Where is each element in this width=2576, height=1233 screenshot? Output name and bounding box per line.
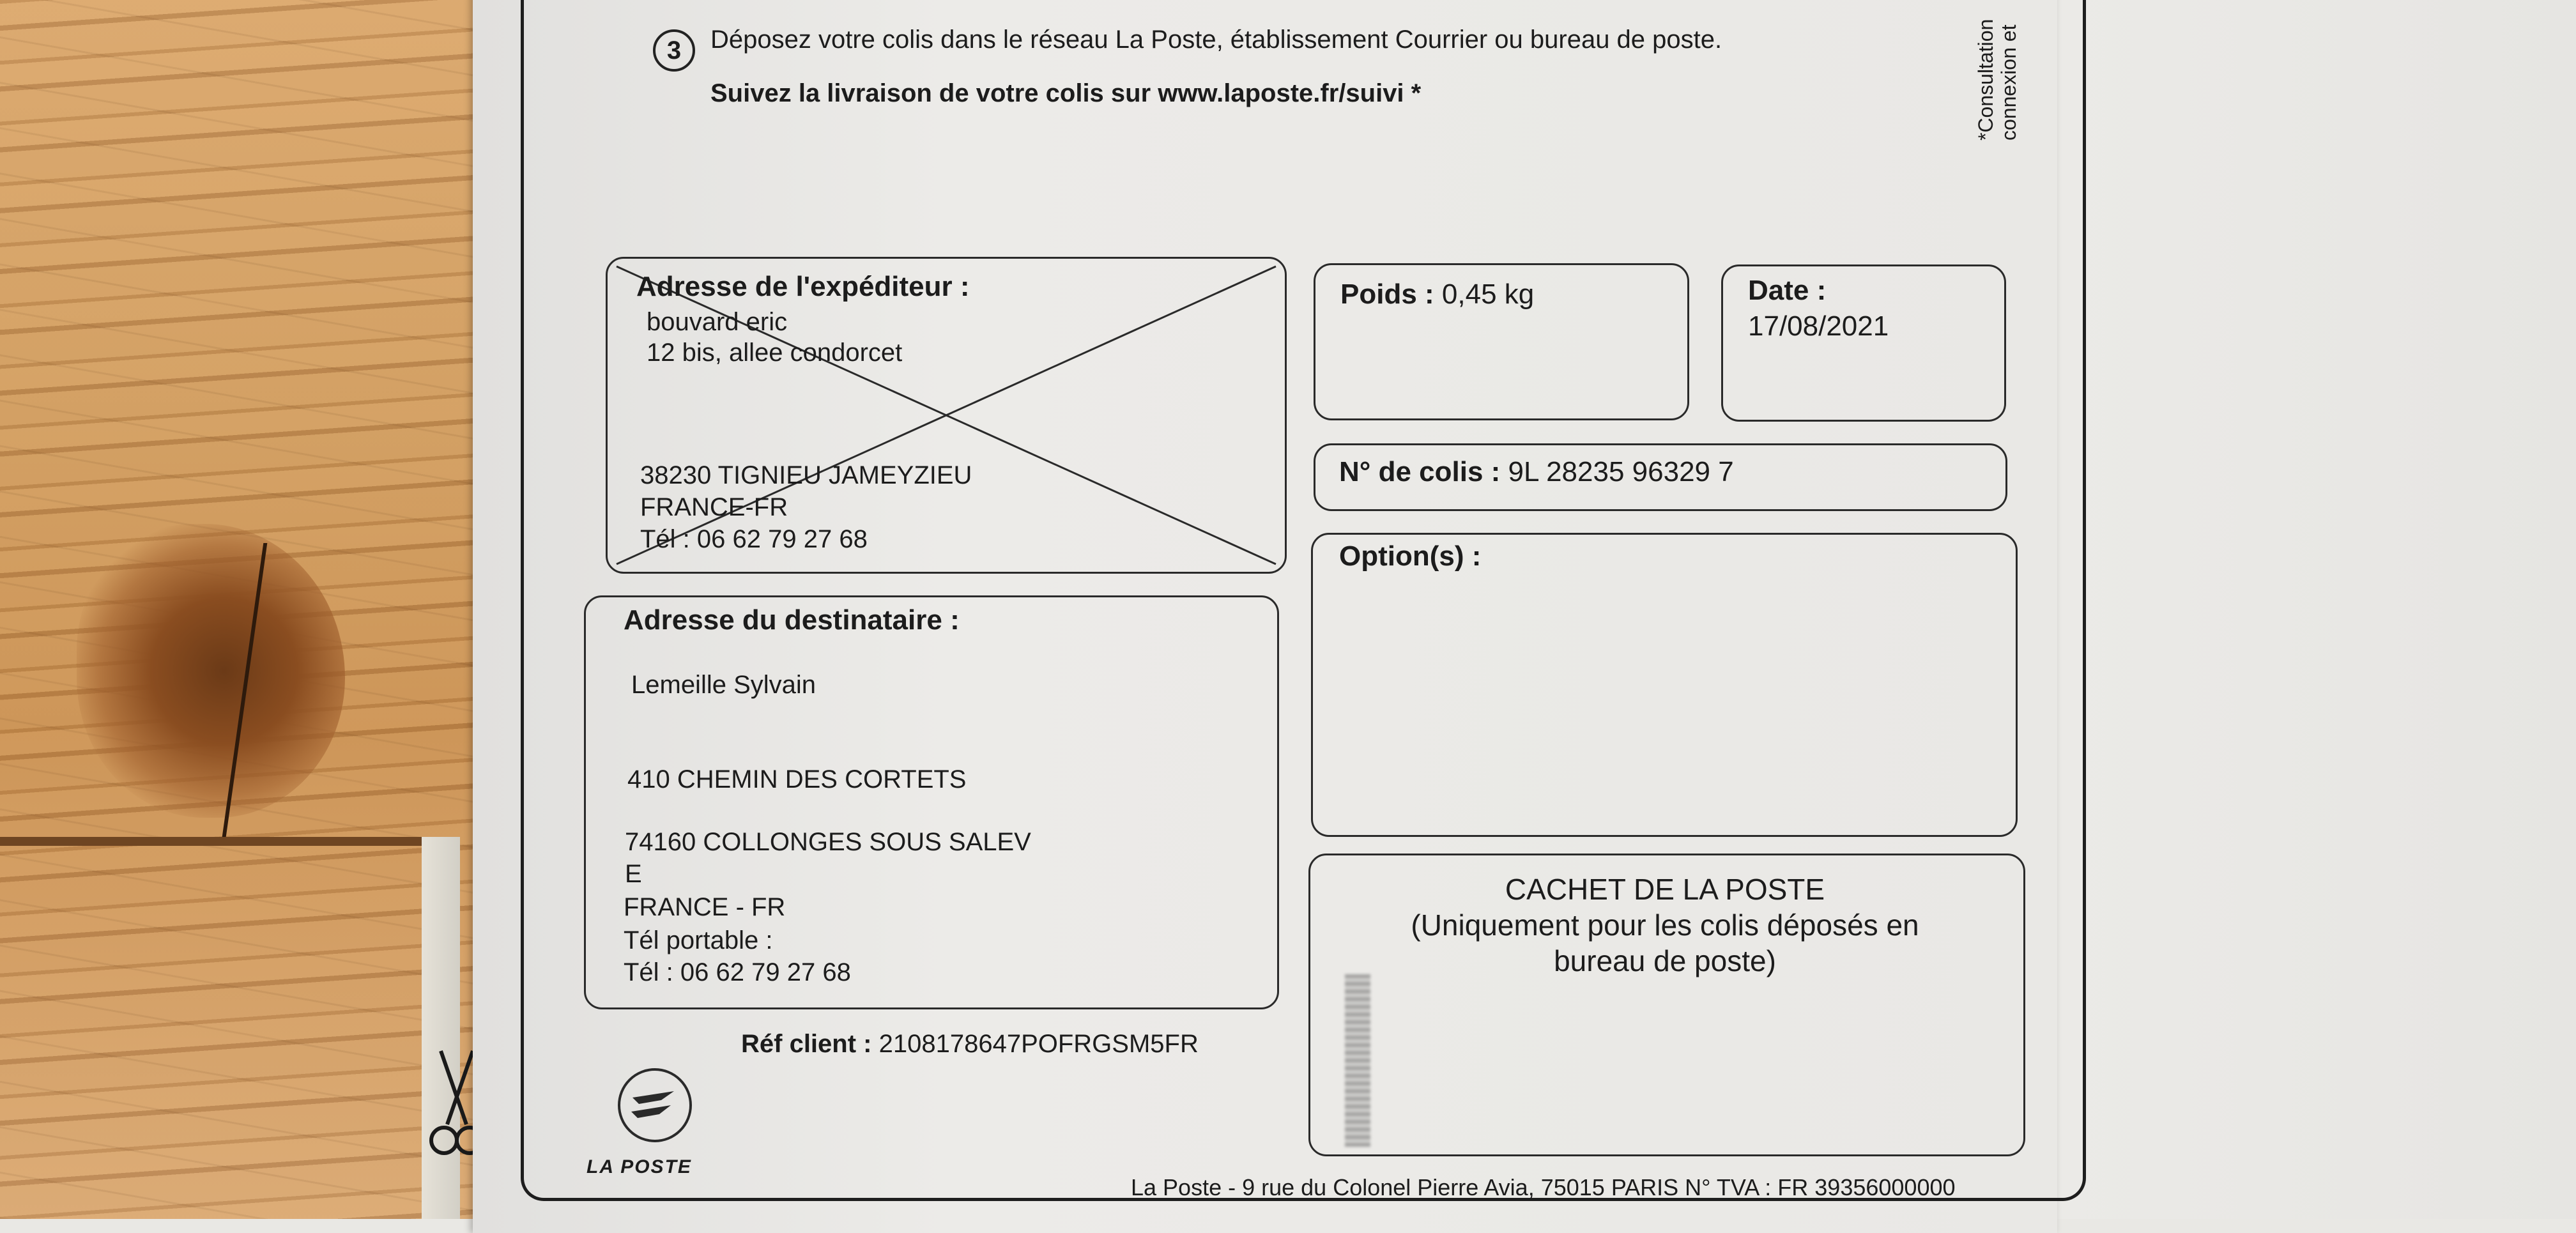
recipient-street: 410 CHEMIN DES CORTETS <box>627 765 967 793</box>
step-instruction: Déposez votre colis dans le réseau La Poste, établissement Courrier ou bureau de poste. <box>710 26 1722 54</box>
footer-address: La Poste - 9 rue du Colonel Pierre Avia, 75015 PARIS N° TVA : FR 39356000000 <box>1131 1174 1956 1200</box>
postmark-text <box>1308 871 2021 979</box>
side-note-line-2: connexion et <box>1997 24 2020 141</box>
postmark-note-line-1: (Uniquement pour les colis déposés en <box>1411 908 1919 942</box>
parcel-number-value: 9L 28235 96329 7 <box>1508 456 1734 487</box>
sender-street: 12 bis, allee condorcet <box>647 339 903 367</box>
weight-label: Poids : <box>1340 279 1434 310</box>
recipient-country: FRANCE - FR <box>624 893 786 921</box>
date-label: Date : <box>1748 275 1827 306</box>
recipient-mobile-label: Tél portable : <box>624 926 773 954</box>
date-value: 17/08/2021 <box>1748 310 1889 342</box>
step-number-badge: 3 <box>653 29 695 72</box>
recipient-phone: Tél : 06 62 79 27 68 <box>624 958 851 986</box>
recipient-name: Lemeille Sylvain <box>631 671 816 699</box>
sender-name: bouvard eric <box>647 308 788 336</box>
wooden-table <box>0 0 511 1219</box>
la-poste-logo-icon <box>601 1067 709 1144</box>
client-reference <box>741 1030 1199 1059</box>
sender-country: FRANCE-FR <box>640 493 788 521</box>
recipient-city-line-1: 74160 COLLONGES SOUS SALEV <box>625 828 1031 856</box>
options-box <box>1311 533 2018 837</box>
recipient-heading: Adresse du destinataire : <box>624 604 960 636</box>
sender-city: 38230 TIGNIEU JAMEYZIEU <box>640 461 972 489</box>
weight-field <box>1340 279 1534 310</box>
sender-heading: Adresse de l'expéditeur : <box>636 271 970 302</box>
client-reference-value: 2108178647POFRGSM5FR <box>878 1030 1199 1058</box>
ink-smudge <box>1345 974 1370 1147</box>
paper-background-right <box>2057 0 2576 1219</box>
weight-value: 0,45 kg <box>1441 279 1535 310</box>
client-reference-label: Réf client : <box>741 1030 872 1058</box>
side-note-line-1: *Consultation <box>1974 19 1997 141</box>
postmark-note-line-2: bureau de poste) <box>1554 944 1776 977</box>
side-note <box>1974 19 2020 141</box>
parcel-number-field <box>1339 456 1734 488</box>
recipient-city-line-2: E <box>625 860 642 888</box>
options-label: Option(s) : <box>1339 540 1482 572</box>
sender-phone: Tél : 06 62 79 27 68 <box>640 525 868 553</box>
parcel-number-label: N° de colis : <box>1339 456 1501 487</box>
la-poste-logo-text: LA POSTE <box>586 1156 692 1177</box>
postmark-title: CACHET DE LA POSTE <box>1505 873 1825 906</box>
wood-seam <box>0 837 447 846</box>
tracking-instruction: Suivez la livraison de votre colis sur www.laposte.fr/suivi * <box>710 79 1422 107</box>
